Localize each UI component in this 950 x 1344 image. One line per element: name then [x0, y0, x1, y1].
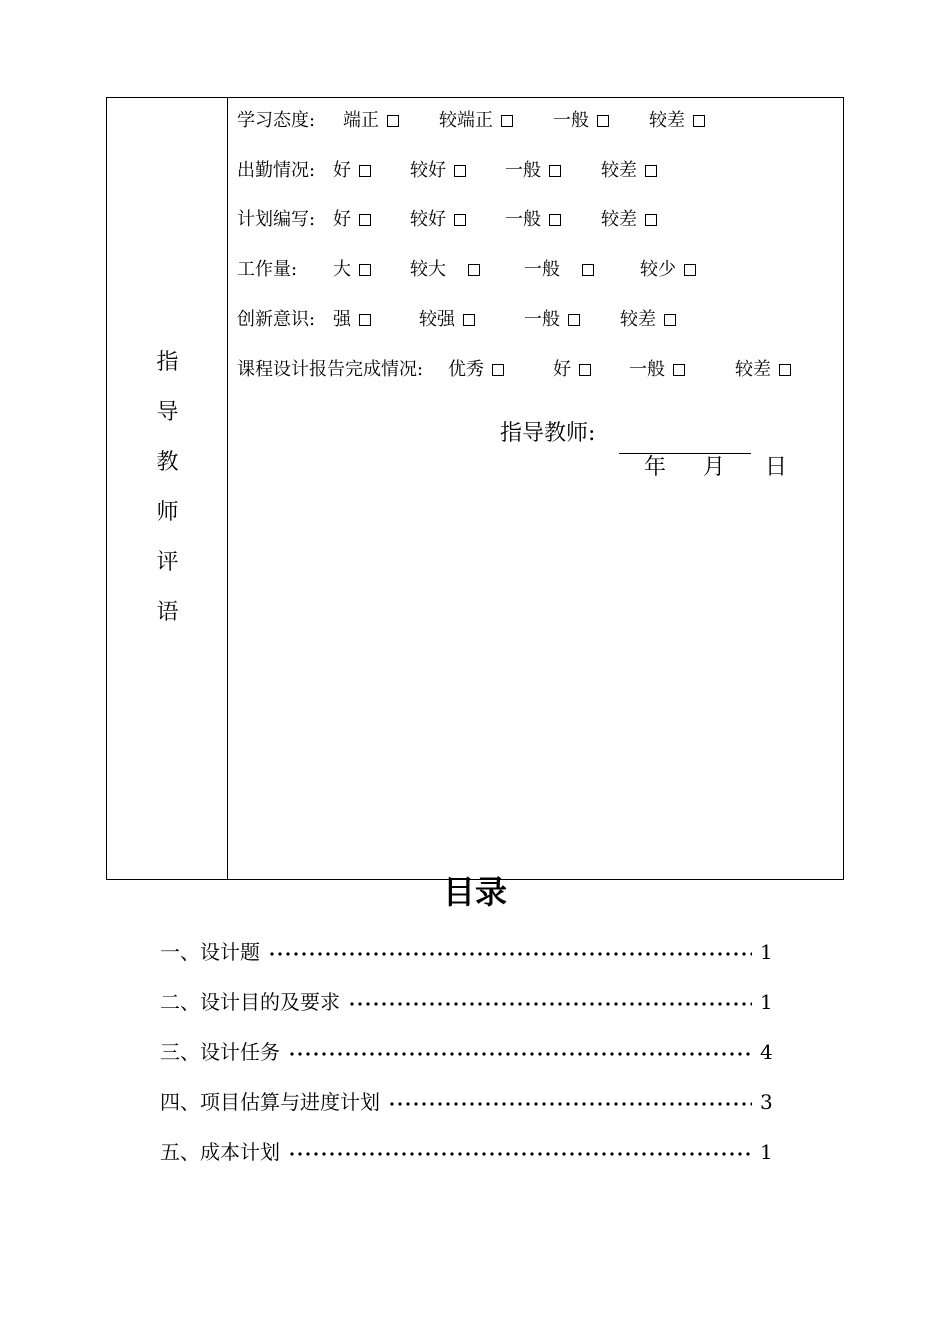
option[interactable]: 较差 — [601, 158, 657, 184]
criteria-label: 工作量: — [237, 259, 298, 280]
toc-entry[interactable] — [160, 1037, 772, 1067]
toc-leader — [288, 1152, 752, 1156]
option[interactable]: 较差 — [620, 307, 676, 333]
option[interactable]: 较端正 — [439, 108, 513, 134]
toc-entry-page: 4 — [760, 1040, 773, 1064]
section-label-cell — [107, 98, 228, 879]
signature-label: 指导教师: — [500, 421, 596, 446]
option[interactable]: 好 — [553, 357, 591, 383]
toc-entry[interactable] — [160, 1087, 772, 1117]
signature-line[interactable] — [619, 453, 751, 454]
checkbox[interactable] — [387, 115, 399, 127]
checkbox[interactable] — [645, 165, 657, 177]
criteria-label: 计划编写: — [237, 209, 316, 230]
option[interactable]: 好 — [333, 207, 371, 233]
checkbox[interactable] — [597, 115, 609, 127]
section-label-char: 导 — [156, 400, 179, 425]
criteria-label: 课程设计报告完成情况: — [237, 359, 424, 380]
option[interactable]: 大 — [333, 257, 371, 283]
option[interactable]: 一般 — [524, 257, 594, 283]
section-label-char: 教 — [156, 450, 179, 475]
checkbox[interactable] — [501, 115, 513, 127]
checkbox[interactable] — [582, 264, 594, 276]
option[interactable]: 较差 — [601, 207, 657, 233]
toc-leader — [348, 1002, 752, 1006]
checkbox[interactable] — [645, 214, 657, 226]
checkbox[interactable] — [359, 314, 371, 326]
checkbox[interactable] — [549, 165, 561, 177]
option[interactable]: 一般 — [505, 158, 561, 184]
toc-title: 目录 — [442, 873, 507, 911]
checkbox[interactable] — [359, 264, 371, 276]
section-label-char: 语 — [156, 600, 179, 625]
checkbox[interactable] — [684, 264, 696, 276]
checkbox[interactable] — [468, 264, 480, 276]
toc-entry-text: 三、设计任务 — [160, 1040, 280, 1064]
toc-entry-text: 一、设计题 — [160, 940, 260, 964]
option[interactable]: 好 — [333, 158, 371, 184]
checkbox[interactable] — [568, 314, 580, 326]
option[interactable]: 一般 — [524, 307, 580, 333]
section-label — [107, 338, 228, 638]
option[interactable]: 一般 — [629, 357, 685, 383]
checkbox[interactable] — [673, 364, 685, 376]
toc-entry[interactable] — [160, 1137, 772, 1167]
checkbox[interactable] — [492, 364, 504, 376]
checkbox[interactable] — [454, 165, 466, 177]
toc-entry-text: 四、项目估算与进度计划 — [160, 1090, 380, 1114]
date-month-label: 月 — [703, 455, 726, 480]
checkbox[interactable] — [549, 214, 561, 226]
section-label-char: 指 — [156, 350, 179, 375]
checkbox[interactable] — [779, 364, 791, 376]
option[interactable]: 一般 — [505, 207, 561, 233]
option[interactable]: 较差 — [735, 357, 791, 383]
toc-entry-page: 1 — [760, 940, 773, 964]
toc-entry-page: 1 — [760, 1140, 773, 1164]
section-label-char: 师 — [156, 500, 179, 525]
criteria-label: 出勤情况: — [237, 160, 316, 181]
toc-entry-page: 3 — [760, 1090, 773, 1114]
toc-entry-page: 1 — [760, 990, 773, 1014]
option[interactable]: 较好 — [410, 158, 466, 184]
checkbox[interactable] — [463, 314, 475, 326]
section-label-char: 评 — [156, 550, 179, 575]
option[interactable]: 较大 — [410, 257, 480, 283]
teacher-evaluation-table — [106, 97, 844, 880]
date-year-label: 年 — [644, 455, 667, 480]
criteria-label: 学习态度: — [237, 110, 316, 131]
option[interactable]: 较强 — [419, 307, 475, 333]
toc-entry[interactable] — [160, 987, 772, 1017]
toc-entry-text: 二、设计目的及要求 — [160, 990, 340, 1014]
toc-leader — [288, 1052, 752, 1056]
option[interactable]: 强 — [333, 307, 371, 333]
checkbox[interactable] — [359, 214, 371, 226]
toc-entry-text: 五、成本计划 — [160, 1140, 280, 1164]
option[interactable]: 一般 — [553, 108, 609, 134]
toc-entry[interactable] — [160, 937, 772, 967]
option[interactable]: 端正 — [343, 108, 399, 134]
option[interactable]: 较差 — [649, 108, 705, 134]
checkbox[interactable] — [693, 115, 705, 127]
option[interactable]: 较好 — [410, 207, 466, 233]
date-day-label: 日 — [765, 455, 788, 480]
option[interactable]: 优秀 — [448, 357, 504, 383]
toc-leader — [388, 1102, 752, 1106]
checkbox[interactable] — [359, 165, 371, 177]
criteria-label: 创新意识: — [237, 309, 316, 330]
checkbox[interactable] — [579, 364, 591, 376]
toc-leader — [268, 952, 752, 956]
option[interactable]: 较少 — [640, 257, 696, 283]
checkbox[interactable] — [664, 314, 676, 326]
checkbox[interactable] — [454, 214, 466, 226]
